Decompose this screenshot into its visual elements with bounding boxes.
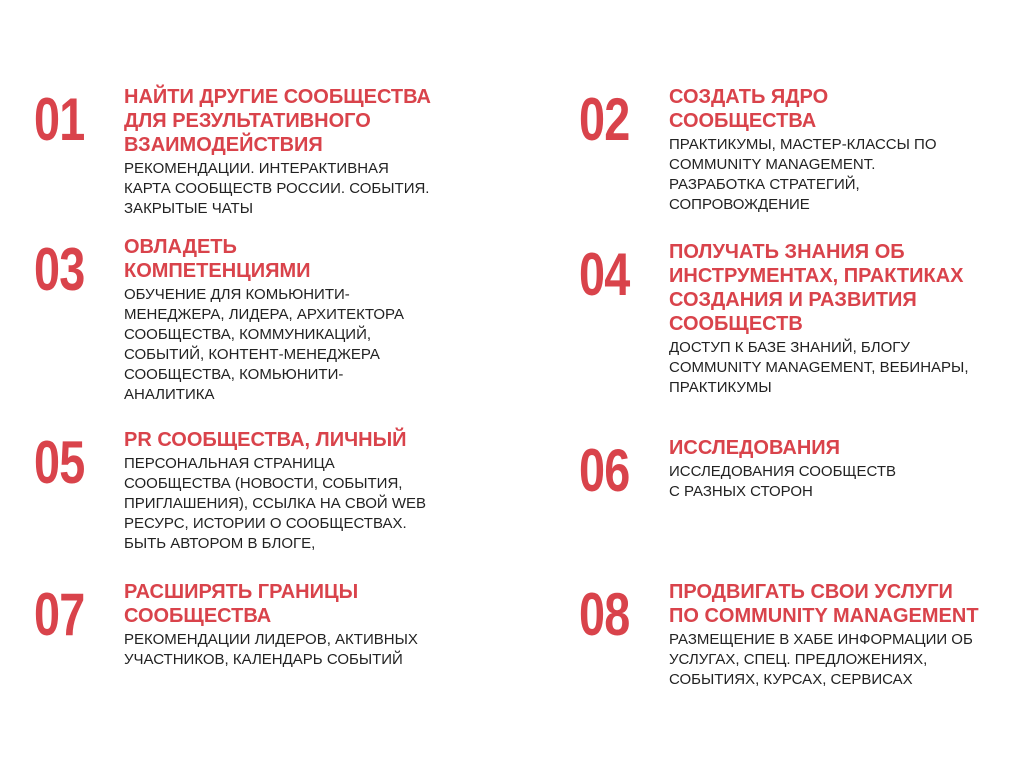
item-description: ПРАКТИКУМЫ, МАСТЕР-КЛАССЫ ПО COMMUNITY MANAGEMENT. РАЗРАБОТКА СТРАТЕГИЙ, СОПРОВОЖДЕНИЕ bbox=[669, 136, 937, 213]
item-title: ИССЛЕДОВАНИЯ bbox=[669, 437, 841, 459]
item-text bbox=[124, 85, 454, 219]
item-number: 08 bbox=[579, 581, 630, 648]
item-text bbox=[124, 580, 454, 670]
item-text bbox=[124, 235, 454, 405]
item-description: ОБУЧЕНИЕ ДЛЯ КОМЬЮНИТИ- МЕНЕДЖЕРА, ЛИДЕРА, АРХИТЕКТОРА СООБЩЕСТВА, КОММУНИКАЦИЙ, СОБЫТИЙ, КОНТЕНТ-МЕНЕДЖЕРА СООБЩЕСТВА, КОМЬЮНИТИ- АНАЛИТИКА bbox=[124, 286, 405, 403]
item-number: 06 bbox=[579, 437, 630, 504]
item-title: РАСШИРЯТЬ ГРАНИЦЫ СООБЩЕСТВА bbox=[124, 581, 359, 627]
item-text bbox=[669, 436, 1009, 502]
item-text bbox=[124, 428, 454, 554]
item-description: ДОСТУП К БАЗЕ ЗНАНИЙ, БЛОГУ COMMUNITY MANAGEMENT, ВЕБИНАРЫ, ПРАКТИКУМЫ bbox=[669, 339, 969, 396]
item-number: 01 bbox=[34, 86, 85, 153]
item-description: РЕКОМЕНДАЦИИ. ИНТЕРАКТИВНАЯ КАРТА СООБЩЕСТВ РОССИИ. СОБЫТИЯ. ЗАКРЫТЫЕ ЧАТЫ bbox=[124, 160, 430, 217]
item-description: РЕКОМЕНДАЦИИ ЛИДЕРОВ, АКТИВНЫХ УЧАСТНИКОВ, КАЛЕНДАРЬ СОБЫТИЙ bbox=[124, 631, 418, 668]
item-number: 04 bbox=[579, 241, 630, 308]
item-description: ПЕРСОНАЛЬНАЯ СТРАНИЦА СООБЩЕСТВА (НОВОСТИ, СОБЫТИЯ, ПРИГЛАШЕНИЯ), ССЫЛКА НА СВОЙ WEB РЕСУРС, ИСТОРИИ О СООБЩЕСТВАХ. БЫТЬ АВТОРОМ В БЛОГЕ, bbox=[124, 455, 427, 552]
item-description: ИССЛЕДОВАНИЯ СООБЩЕСТВ С РАЗНЫХ СТОРОН bbox=[669, 463, 896, 500]
item-number: 03 bbox=[34, 236, 85, 303]
item-text bbox=[669, 580, 1009, 690]
item-number: 07 bbox=[34, 581, 85, 648]
item-text bbox=[669, 85, 1009, 215]
item-title: ОВЛАДЕТЬ КОМПЕТЕНЦИЯМИ bbox=[124, 236, 311, 282]
item-title: PR СООБЩЕСТВА, ЛИЧНЫЙ bbox=[124, 429, 407, 451]
item-description: РАЗМЕЩЕНИЕ В ХАБЕ ИНФОРМАЦИИ ОБ УСЛУГАХ, СПЕЦ. ПРЕДЛОЖЕНИЯХ, СОБЫТИЯХ, КУРСАХ, СЕРВИСАХ bbox=[669, 631, 973, 688]
item-title: СОЗДАТЬ ЯДРО СООБЩЕСТВА bbox=[669, 86, 829, 132]
item-title: ПРОДВИГАТЬ СВОИ УСЛУГИ ПО COMMUNITY MANAGEMENT bbox=[669, 581, 979, 627]
item-number: 05 bbox=[34, 429, 85, 496]
item-title: ПОЛУЧАТЬ ЗНАНИЯ ОБ ИНСТРУМЕНТАХ, ПРАКТИКАХ СОЗДАНИЯ И РАЗВИТИЯ СООБЩЕСТВ bbox=[669, 241, 964, 335]
item-text bbox=[669, 240, 1009, 398]
item-number: 02 bbox=[579, 86, 630, 153]
item-title: НАЙТИ ДРУГИЕ СООБЩЕСТВА ДЛЯ РЕЗУЛЬТАТИВНОГО ВЗАИМОДЕЙСТВИЯ bbox=[124, 86, 431, 156]
